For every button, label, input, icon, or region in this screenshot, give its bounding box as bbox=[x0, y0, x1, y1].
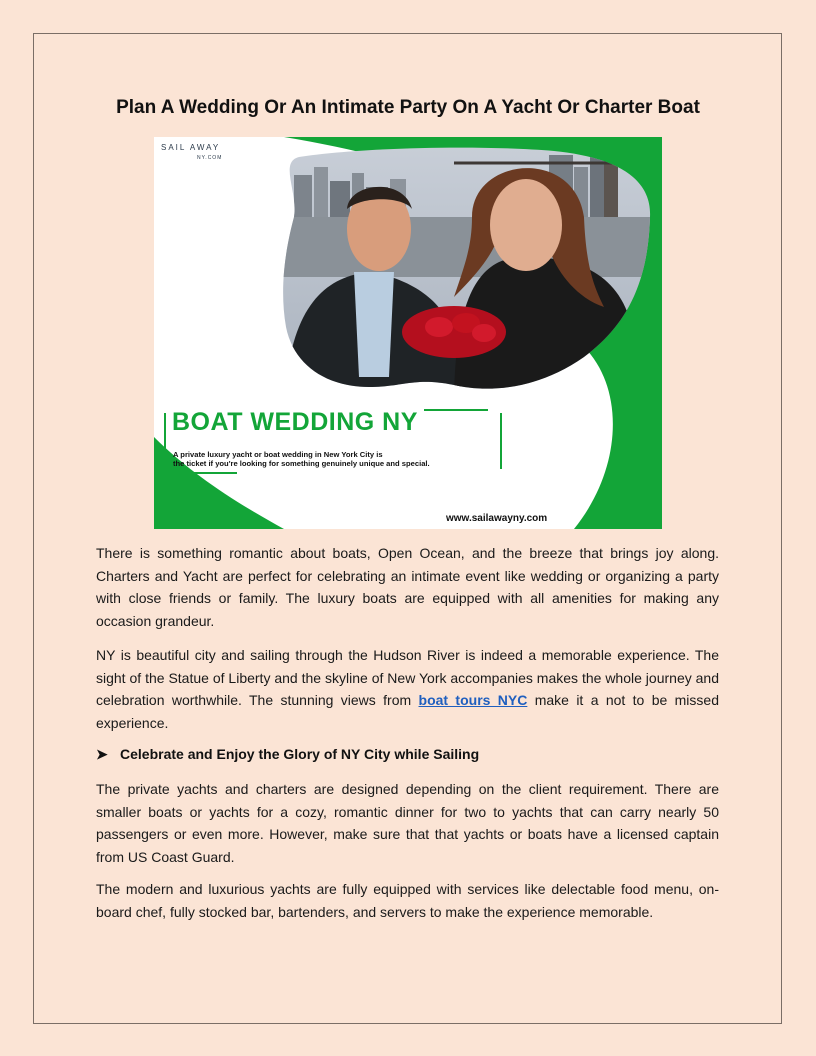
logo-subtext: NY.COM bbox=[197, 155, 223, 161]
paragraph-2 bbox=[96, 644, 719, 734]
paragraph-3: The private yachts and charters are designed depending on the client requirement. There are smaller boats or yachts for a cozy, romantic dinner for two to yachts that can carry nearly 50 passengers or even more. However, make sure that that yachts or boats have a licensed captain from US Coast Guard. bbox=[96, 781, 719, 865]
paragraph-1: There is something romantic about boats, Open Ocean, and the breeze that brings joy along. Charters and Yacht are perfect for celebrating an intimate event like wedding or organizing a party with close friends or family. The luxury boats are equipped with all amenities for making any occasion grandeur. bbox=[96, 545, 719, 629]
paragraph-2-text-b: make it a not to be missed experience. bbox=[96, 692, 719, 731]
bullet-heading-text: Celebrate and Enjoy the Glory of NY City while Sailing bbox=[120, 746, 480, 762]
banner-bottom-rule bbox=[173, 472, 237, 474]
paragraph-2-text-a: NY is beautiful city and sailing through the Hudson River is indeed a memorable experience. The sight of the Statue of Liberty and the skyline of New York accompanies makes the whole journey and celebration worthwhile. The stunning views from bbox=[96, 647, 719, 708]
hero-url: www.sailawayny.com bbox=[446, 513, 548, 524]
hero-graphic bbox=[154, 137, 662, 529]
page-title: Plan A Wedding Or An Intimate Party On A Yacht Or Charter Boat bbox=[116, 97, 700, 118]
logo-text: SAIL AWAY bbox=[161, 143, 221, 152]
boat-tours-link[interactable]: boat tours NYC bbox=[418, 692, 528, 708]
banner-text-line-1: A private luxury yacht or boat wedding in New York City is bbox=[173, 450, 383, 459]
hero-image bbox=[154, 137, 662, 529]
banner-top-rule bbox=[424, 409, 488, 411]
banner-text bbox=[173, 450, 503, 468]
banner-title: BOAT WEDDING NY bbox=[172, 408, 418, 436]
bullet-heading bbox=[96, 746, 479, 763]
arrow-bullet-icon: ➤ bbox=[96, 746, 108, 762]
banner-text-line-2: the ticket if you're looking for something genuinely unique and special. bbox=[173, 459, 430, 468]
paragraph-4: The modern and luxurious yachts are fully equipped with services like delectable food menu, on-board chef, fully stocked bar, bartenders, and servers to make the experience memorable. bbox=[96, 881, 719, 920]
brand-logo bbox=[161, 143, 220, 152]
